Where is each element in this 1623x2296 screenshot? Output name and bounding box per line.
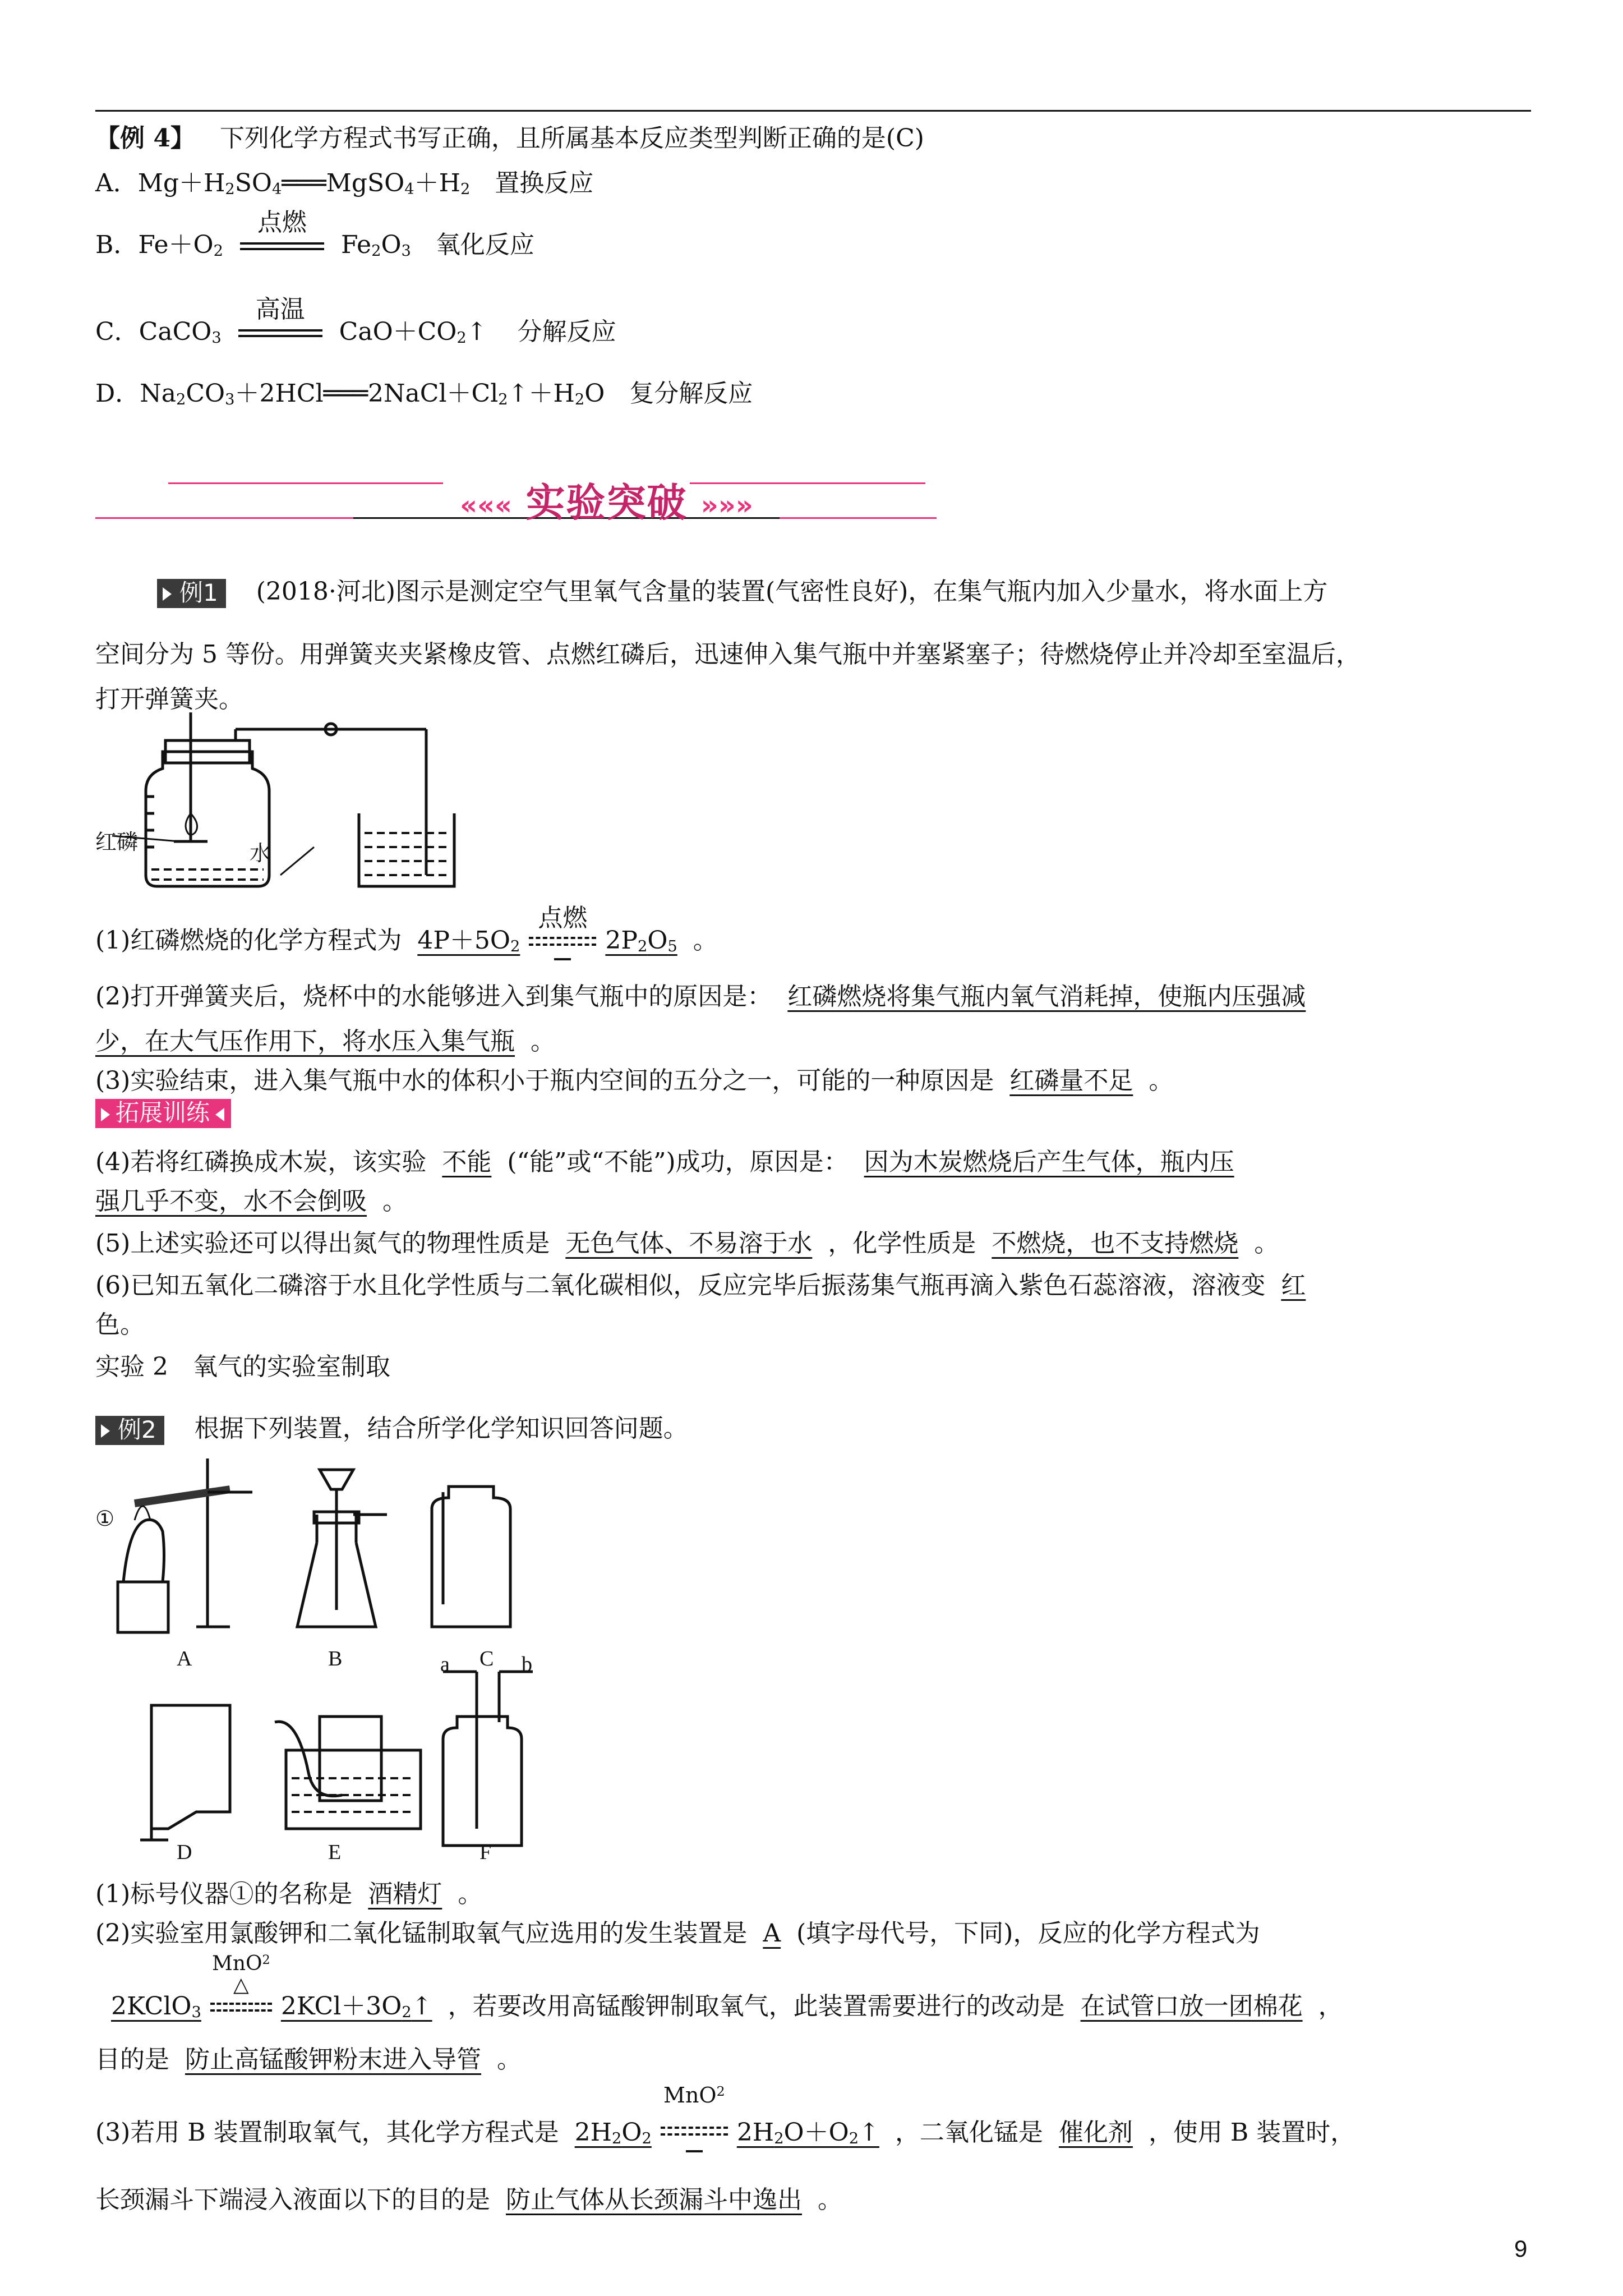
answer-q4-reason-part1: 因为木炭燃烧后产生气体，瓶内压 [864,1148,1234,1176]
answer-ex2-q3-equation: $2H_2O_2$ MnO$^2$ $2H_2O+O_2↑$ [559,2118,895,2147]
answer-q5-chemical: 不燃烧，也不支持燃烧 [992,1229,1239,1258]
oxygen-content-apparatus [95,712,488,892]
ex2-q2-line1: (2)实验室用氯酸钾和二氧化锰制取氧气应选用的发生装置是 A (填字母代号，下同)，反应的化学方程式为 [95,1919,1260,1948]
label-instrument-1: ① [95,1507,115,1531]
ex2-q2-line2: 2KClO$_3$ MnO$^2$ △ $2KCl+3O_2↑$ ，若要改用高锰酸钾制取氧气，此装置需要进行的改动是 在试管口放一团棉花 ， [95,1986,1343,2022]
label-D: D [177,1841,192,1864]
ex1-tag: 例1 [157,579,226,608]
label-A: A [177,1647,192,1671]
answer-q4-reason-part2: 强几乎不变，水不会倒吸 [95,1187,367,1216]
ex1-line2: 空间分为 5 等份。用弹簧夹夹紧橡皮管、点燃红磷后，迅速伸入集气瓶中并塞紧塞子；待燃烧停止并冷却至室温后， [95,640,1361,669]
ex1-q2-line2: 少，在大气压作用下，将水压入集气瓶 。 [95,1027,555,1056]
label-F: F [479,1841,492,1864]
answer-q6: 红 [1281,1271,1306,1300]
label-red-phosphorus: 红磷 [95,830,139,854]
ex2-q2-line3: 目的是 防止高锰酸钾粉末进入导管 。 [95,2045,522,2074]
expand-q5: (5)上述实验还可以得出氮气的物理性质是 无色气体、不易溶于水 ，化学性质是 不燃烧，也不支持燃烧 。 [95,1229,1279,1258]
example4-tag: 【例 4】 [95,124,195,153]
label-E: E [328,1841,342,1864]
option-a: A．$Mg+H_2SO_4═══MgSO_4+H_2$ 置换反应 [95,169,594,198]
example4-question [95,118,924,154]
ex2-tag: 例2 [95,1416,164,1445]
ex2-q1: (1)标号仪器①的名称是 酒精灯 。 [95,1880,483,1908]
answer-ex2-q2-change: 在试管口放一团棉花 [1080,1992,1303,2021]
answer-ex2-q3-role: 催化剂 [1058,2118,1133,2147]
section-banner [95,466,937,527]
answer-ex2-q2-purpose: 防止高锰酸钾粉末进入导管 [185,2045,481,2074]
ex1-line1: 例1 (2018·河北)图示是测定空气里氧气含量的装置(气密性良好)，在集气瓶内加入少量水，将水面上方 [157,571,1327,608]
answer-q2-part1: 红磷燃烧将集气瓶内氧气消耗掉，使瓶内压强减 [787,982,1306,1011]
section-title: 实验突破 [525,480,688,526]
ex1-q3: (3)实验结束，进入集气瓶中水的体积小于瓶内空间的五分之一，可能的一种原因是 红磷量不足 。 [95,1066,1174,1095]
answer-ex2-q2-equation: 2KClO$_3$ MnO$^2$ △ $2KCl+3O_2↑$ [111,1952,432,2021]
ex2-intro: 例2 根据下列装置，结合所学化学知识回答问题。 [95,1408,688,1445]
condition-eq-c: 高温 [238,323,322,345]
answer-q4: 不能 [442,1148,492,1176]
page-number: 9 [1514,2235,1528,2262]
label-b: b [522,1653,532,1676]
answer-q1: $4P+5O_2$ 点燃 $2P_2O_5$ [402,926,693,955]
expand-q6-line1: (6)已知五氧化二磷溶于水且化学性质与二氧化碳相似，反应完毕后振荡集气瓶再滴入紫色石蕊溶液，溶液变 红 [95,1265,1321,1301]
expand-q4-line1: (4)若将红磷换成木炭，该实验 不能 (“能”或“不能”)成功，原因是： 因为木炭燃烧后产生气体，瓶内压 [95,1142,1250,1177]
option-b: B．$Fe+O_2$ 点燃 $Fe_2O_3$ 氧化反应 [95,208,534,260]
label-B: B [328,1647,343,1671]
experiment2-title: 实验 2 氧气的实验室制取 [95,1352,390,1381]
oxygen-lab-apparatus [84,1458,589,1885]
top-rule [95,110,1531,112]
ex1-q2-line1: (2)打开弹簧夹后，烧杯中的水能够进入到集气瓶中的原因是： 红磷燃烧将集气瓶内氧气消耗掉，使瓶内压强减 [95,976,1321,1012]
option-d: D．$Na_2CO_3+2HCl═══2NaCl+Cl_2↑+H_2O$ 复分解反应 [95,379,753,408]
expand-training-tag: 拓展训练 [95,1098,231,1128]
answer-ex2-q1: 酒精灯 [368,1880,442,1908]
chevrons-left: ««« [460,489,513,521]
ex1-line3: 打开弹簧夹。 [95,685,243,714]
answer-ex2-q2-device: A [763,1919,781,1948]
option-c: C．CaCO$_3$ 高温 $CaO+CO_2↑$ 分解反应 [95,295,616,347]
chevrons-right: »»» [700,489,753,521]
example4-question-text: 下列化学方程式书写正确，且所属基本反应类型判断正确的是(C) [219,124,924,153]
expand-q4-line2: 强几乎不变，水不会倒吸 。 [95,1187,407,1216]
label-a: a [440,1653,450,1676]
condition-eq-b: 点燃 [240,236,324,258]
ex1-q1: (1)红磷燃烧的化学方程式为 $4P+5O_2$ 点燃 $2P_2O_5$ 。 [95,920,718,956]
label-water: 水 [250,841,271,866]
answer-ex2-q3-purpose: 防止气体从长颈漏斗中逸出 [506,2185,802,2214]
ex2-q3-line2: 长颈漏斗下端浸入液面以下的目的是 防止气体从长颈漏斗中逸出 。 [95,2185,842,2214]
answer-q3: 红磷量不足 [1009,1066,1133,1095]
ex2-q3-line1: (3)若用 B 装置制取氧气，其化学方程式是 $2H_2O_2$ MnO$^2$ $2H_2O+O_2↑$ ，二氧化锰是 催化剂 ，使用 B 装置时， [95,2112,1355,2148]
label-C: C [479,1647,494,1671]
expand-q6-line2: 色。 [95,1310,145,1339]
answer-q2-part2: 少，在大气压作用下，将水压入集气瓶 [95,1027,515,1056]
answer-q5-physical: 无色气体、不易溶于水 [565,1229,813,1258]
